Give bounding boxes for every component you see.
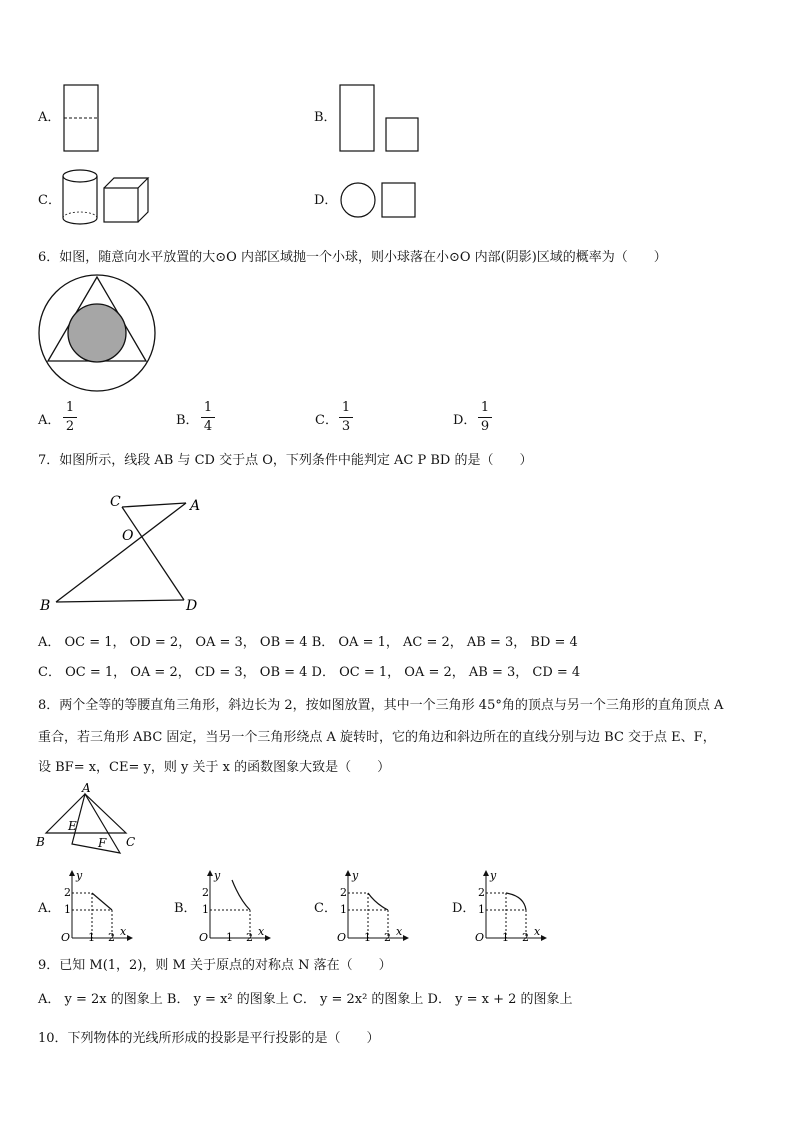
- origin-label: O: [475, 931, 485, 944]
- tick-x2: 2: [522, 931, 529, 944]
- q8-option-c-graph: [334, 868, 410, 944]
- q6-option-d-fraction: [478, 400, 492, 435]
- tick-x1: 1: [88, 931, 95, 944]
- q8-option-c-label: C．: [314, 901, 337, 916]
- q7-options-line1: A． OC = 1， OD = 2， OA = 3， OB = 4 B． OA = 1， AC = 2， AB = 3， BD = 4: [38, 635, 578, 650]
- q9-stem: 9．已知 M(1，2)，则 M 关于原点的对称点 N 落在（ ）: [38, 958, 392, 973]
- x-axis-label: x: [534, 925, 541, 938]
- q5-option-b-figure: [336, 82, 426, 156]
- y-axis-label: y: [76, 869, 83, 882]
- denominator: 9: [480, 419, 490, 434]
- tick-y1: 1: [202, 903, 209, 916]
- q8-option-a-label: A．: [38, 901, 61, 916]
- y-axis-label: y: [214, 869, 221, 882]
- tick-y2: 2: [64, 886, 71, 899]
- denominator: 4: [203, 419, 213, 434]
- tick-y2: 2: [478, 886, 485, 899]
- q6-option-a-letter: A．: [38, 413, 61, 428]
- denominator: 3: [341, 419, 351, 434]
- tick-y1: 1: [340, 903, 347, 916]
- tick-y2: 2: [340, 886, 347, 899]
- origin-label: O: [337, 931, 347, 944]
- q6-stem: 6．如图，随意向水平放置的大⊙O 内部区域抛一个小球，则小球落在小⊙O 内部(阴影)区域的概率为（ ）: [38, 250, 667, 265]
- x-axis-label: x: [120, 925, 127, 938]
- y-axis-label: y: [352, 869, 359, 882]
- q5-option-a-figure: [60, 82, 104, 156]
- q6-figure: [36, 272, 160, 396]
- numerator: 1: [65, 400, 75, 415]
- q8-option-d-graph: [472, 868, 548, 944]
- q7-figure: [36, 490, 216, 616]
- tick-y1: 1: [478, 903, 485, 916]
- origin-label: O: [199, 931, 209, 944]
- q6-option-b-letter: B．: [176, 413, 199, 428]
- tick-y2: 2: [202, 886, 209, 899]
- tick-x2: 2: [108, 931, 115, 944]
- numerator: 1: [480, 400, 490, 415]
- tick-y1: 1: [64, 903, 71, 916]
- q6-option-c-fraction: [339, 400, 353, 435]
- q6-option-c-letter: C．: [315, 413, 338, 428]
- origin-label: O: [61, 931, 71, 944]
- tick-x1: 1: [364, 931, 371, 944]
- q6-option-b-fraction: [201, 400, 215, 435]
- q5-option-a-label: A．: [38, 110, 61, 125]
- q5-option-d-figure: [336, 178, 422, 224]
- x-axis-label: x: [258, 925, 265, 938]
- q6-option-d-letter: D．: [453, 413, 477, 428]
- label-a: A: [82, 781, 91, 795]
- q8-option-d-label: D．: [452, 901, 476, 916]
- label-b: B: [36, 835, 45, 849]
- q6-option-a-fraction: [63, 400, 77, 435]
- label-a: A: [190, 498, 201, 514]
- q8-option-b-graph: [196, 868, 272, 944]
- tick-x1: 1: [502, 931, 509, 944]
- q8-option-b-label: B．: [174, 901, 197, 916]
- q8-stem-line1: 8．两个全等的等腰直角三角形，斜边长为 2，按如图放置，其中一个三角形 45°角的顶点与另一个三角形的直角顶点 A: [38, 698, 724, 713]
- tick-x2: 2: [384, 931, 391, 944]
- q10-stem: 10．下列物体的光线所形成的投影是平行投影的是（ ）: [38, 1031, 380, 1046]
- q7-stem: 7．如图所示，线段 AB 与 CD 交于点 O，下列条件中能判定 AC P BD 的是（ ）: [38, 453, 533, 468]
- label-o: O: [122, 528, 134, 544]
- label-c: C: [126, 835, 136, 849]
- q7-options-line2: C． OC = 1， OA = 2， CD = 3， OB = 4 D． OC = 1， OA = 2， AB = 3， CD = 4: [38, 665, 581, 680]
- q8-figure: [34, 780, 144, 860]
- q8-stem-line2: 重合，若三角形 ABC 固定，当另一个三角形绕点 A 旋转时，它的角边和斜边所在的直线分别与边 BC 交于点 E、F，: [38, 730, 716, 745]
- label-c: C: [110, 494, 121, 510]
- tick-x2: 2: [246, 931, 253, 944]
- q5-option-b-label: B．: [314, 110, 337, 125]
- q8-stem-line3: 设 BF= x，CE= y，则 y 关于 x 的函数图象大致是（ ）: [38, 760, 391, 775]
- label-e: E: [68, 819, 77, 833]
- y-axis-label: y: [490, 869, 497, 882]
- x-axis-label: x: [396, 925, 403, 938]
- label-d: D: [186, 598, 198, 614]
- q5-option-c-figure: [58, 166, 158, 230]
- numerator: 1: [203, 400, 213, 415]
- q5-option-c-label: C．: [38, 193, 61, 208]
- q8-option-a-graph: [58, 868, 134, 944]
- q9-options: A． y = 2x 的图象上 B． y = x² 的图象上 C． y = 2x² 的图象上 D． y = x + 2 的图象上: [38, 992, 573, 1007]
- denominator: 2: [65, 419, 75, 434]
- label-b: B: [40, 598, 51, 614]
- numerator: 1: [341, 400, 351, 415]
- tick-x1: 1: [226, 931, 233, 944]
- label-f: F: [98, 836, 107, 850]
- q5-option-d-label: D．: [314, 193, 338, 208]
